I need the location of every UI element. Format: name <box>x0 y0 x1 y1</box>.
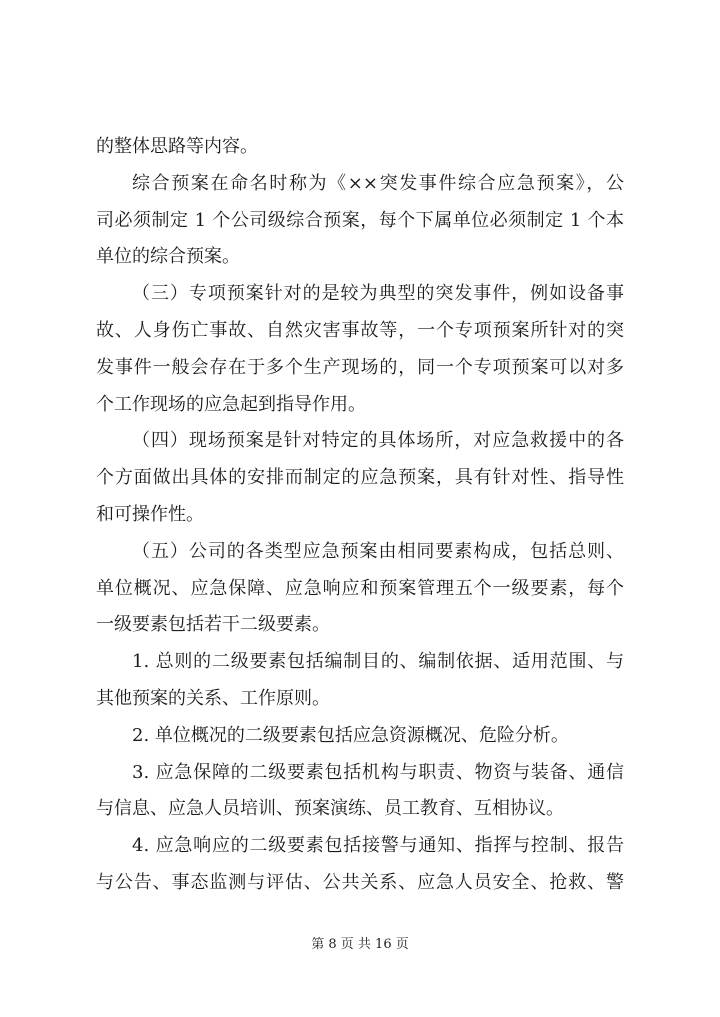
text-line: 和可操作性。 <box>96 503 204 525</box>
text-line: 发事件一般会存在于多个生产现场的，同一个专项预案可以对多 <box>96 356 624 378</box>
text-line: 单位的综合预案。 <box>96 246 240 268</box>
paragraph <box>96 537 624 647</box>
text-line: 1. 总则的二级要素包括编制目的、编制依据、适用范围、与 <box>132 651 624 673</box>
text-line: 与信息、应急人员培训、预案演练、员工教育、互相协议。 <box>96 798 564 820</box>
paragraph <box>96 132 624 169</box>
text-line: 司必须制定 1 个公司级综合预案，每个下属单位必须制定 1 个本 <box>96 209 624 231</box>
text-line: 个方面做出具体的安排而制定的应急预案，具有针对性、指导性 <box>96 467 624 489</box>
paragraph <box>96 169 624 279</box>
paragraph <box>96 279 624 426</box>
text-line: 一级要素包括若干二级要素。 <box>96 614 330 636</box>
page-number: 第 8 页 共 16 页 <box>311 937 409 952</box>
text-line: 的整体思路等内容。 <box>96 136 258 157</box>
text-line: 故、人身伤亡事故、自然灾害事故等，一个专项预案所针对的突 <box>96 319 624 341</box>
text-line: 个工作现场的应急起到指导作用。 <box>96 393 366 415</box>
text-line: （五）公司的各类型应急预案由相同要素构成，包括总则、 <box>132 540 624 562</box>
text-line: 3. 应急保障的二级要素包括机构与职责、物资与装备、通信 <box>132 761 624 783</box>
text-line: 综合预案在命名时称为《××突发事件综合应急预案》，公 <box>132 172 624 194</box>
paragraph <box>96 426 624 536</box>
text-line: 4. 应急响应的二级要素包括接警与通知、指挥与控制、报告 <box>132 835 624 857</box>
text-line: （四）现场预案是针对特定的具体场所，对应急救援中的各 <box>132 430 624 452</box>
text-line: 单位概况、应急保障、应急响应和预案管理五个一级要素，每个 <box>96 577 624 599</box>
paragraph <box>96 831 624 905</box>
text-line: 其他预案的关系、工作原则。 <box>96 687 330 709</box>
paragraph <box>96 721 624 758</box>
text-line: （三）专项预案针对的是较为典型的突发事件，例如设备事 <box>132 283 624 305</box>
text-line: 2. 单位概况的二级要素包括应急资源概况、危险分析。 <box>132 724 569 746</box>
text-line: 与公告、事态监测与评估、公共关系、应急人员安全、抢救、警 <box>96 871 624 893</box>
document-body <box>96 132 624 905</box>
paragraph <box>96 758 624 832</box>
paragraph <box>96 647 624 721</box>
